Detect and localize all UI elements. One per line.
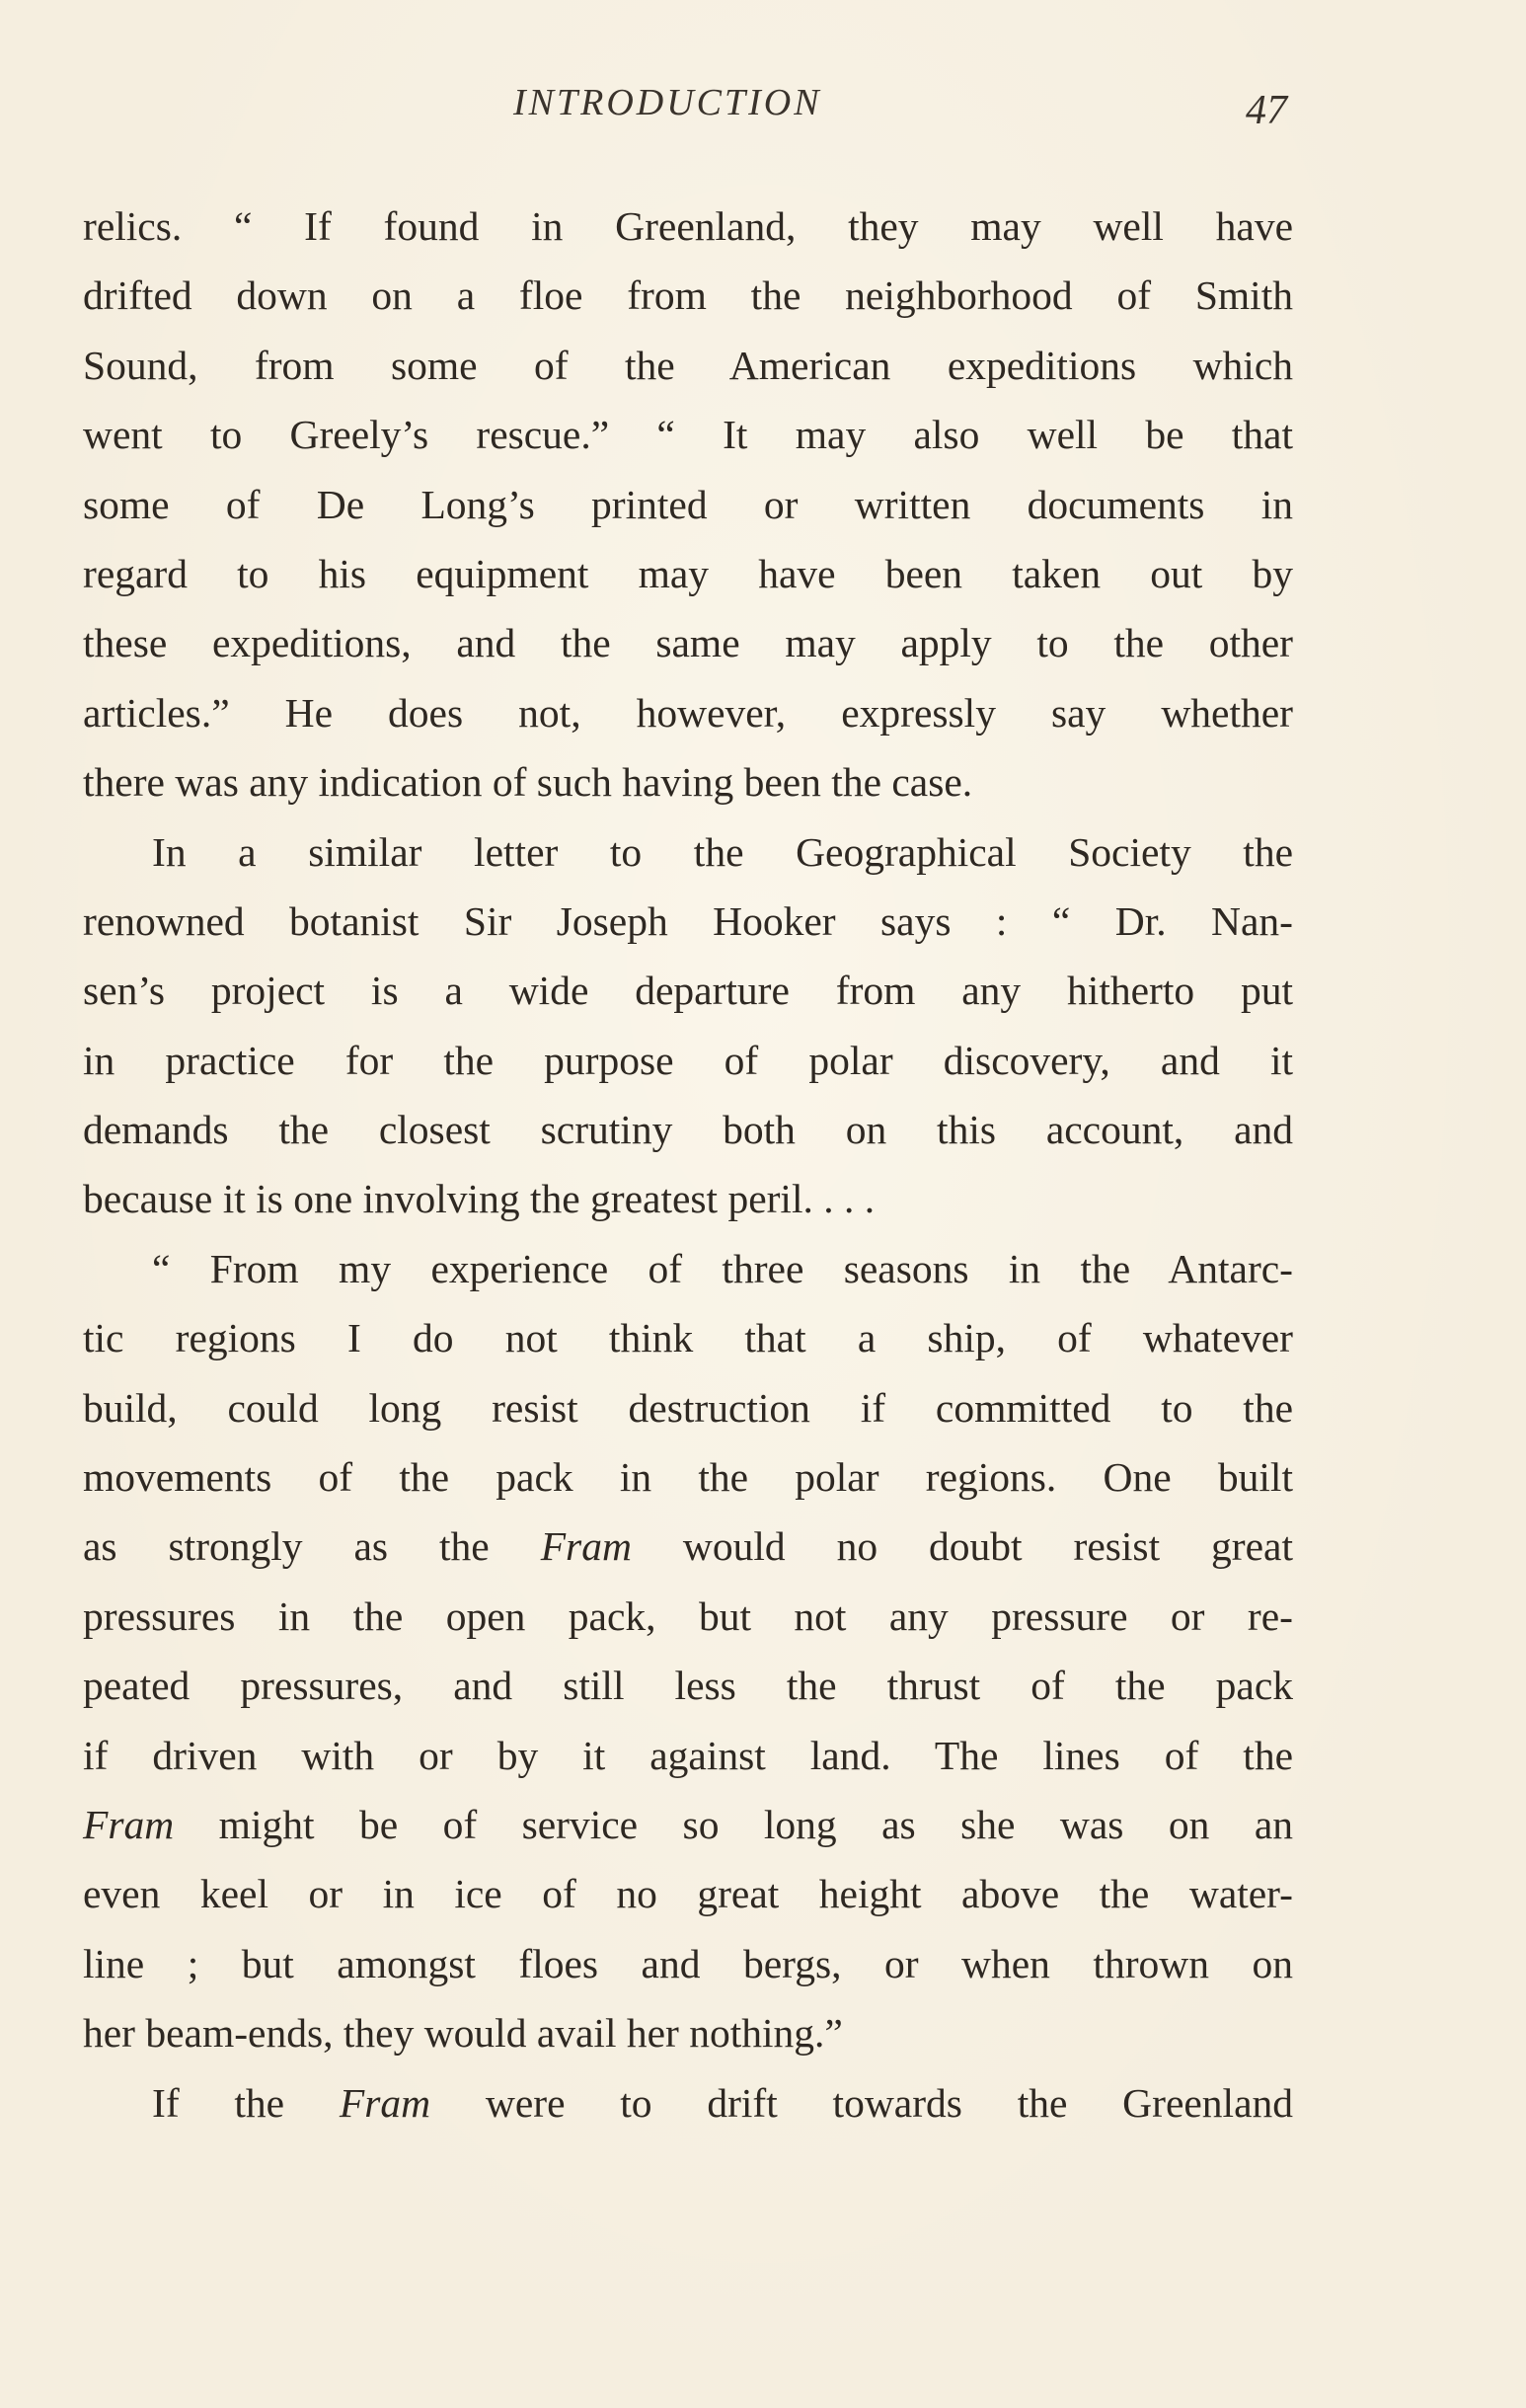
running-title: INTRODUCTION	[513, 82, 822, 123]
text-line: sen’s project is a wide departure from any hitherto put	[83, 968, 1293, 1014]
text-line: if driven with or by it against land. The lines of the	[83, 1732, 1293, 1778]
ship-name-italic: Fram	[339, 2079, 431, 2126]
text-line: there was any indication of such having been the case.	[83, 759, 973, 806]
text-line: articles.” He does not, however, expressly say whether	[83, 689, 1293, 736]
text-line: some of De Long’s printed or written documents in	[83, 481, 1293, 527]
text-line: line ; but amongst floes and bergs, or when thrown on	[83, 1940, 1293, 1986]
text-line: because it is one involving the greatest peril. . . .	[83, 1176, 876, 1222]
text-line: drifted down on a floe from the neighborhood of Smith	[83, 272, 1293, 319]
text-line: pressures in the open pack, but not any pressure or re-	[83, 1592, 1293, 1639]
text-line: even keel or in ice of no great height above the water-	[83, 1871, 1293, 1917]
ship-name-italic: Fram	[540, 1523, 632, 1570]
text-line: relics. “ If found in Greenland, they may well have	[83, 203, 1293, 249]
paragraph-start-line: In a similar letter to the Geographical Society the	[152, 828, 1293, 875]
text-line: renowned botanist Sir Joseph Hooker says : “ Dr. Nan-	[83, 897, 1293, 944]
body-text	[83, 192, 1293, 2137]
text-line: regard to his equipment may have been taken out by	[83, 550, 1293, 596]
text-line: tic regions I do not think that a ship, of whatever	[83, 1315, 1293, 1361]
running-head	[0, 81, 1526, 140]
text-line: these expeditions, and the same may apply to the other	[83, 620, 1293, 666]
text-line: as strongly as the Fram would no doubt resist great	[83, 1523, 1293, 1570]
text-line: went to Greely’s rescue.” “ It may also well be that	[83, 412, 1293, 458]
paragraph-start-line: “ From my experience of three seasons in the Antarc-	[152, 1245, 1293, 1291]
text-line: demands the closest scrutiny both on this account, and	[83, 1107, 1293, 1153]
text-line: in practice for the purpose of polar discovery, and it	[83, 1037, 1293, 1083]
text-line: Fram might be of service so long as she was on an	[83, 1801, 1293, 1847]
text-line: her beam-ends, they would avail her nothing.”	[83, 2010, 843, 2057]
text-line: movements of the pack in the polar regions. One built	[83, 1454, 1293, 1501]
text-line: Sound, from some of the American expeditions which	[83, 342, 1293, 388]
text-line: build, could long resist destruction if committed to the	[83, 1384, 1293, 1431]
paragraph-start-line: If the Fram were to drift towards the Greenland	[152, 2079, 1293, 2126]
text-line: peated pressures, and still less the thrust of the pack	[83, 1663, 1293, 1709]
page-number: 47	[1246, 88, 1287, 133]
ship-name-italic: Fram	[83, 1801, 175, 1847]
